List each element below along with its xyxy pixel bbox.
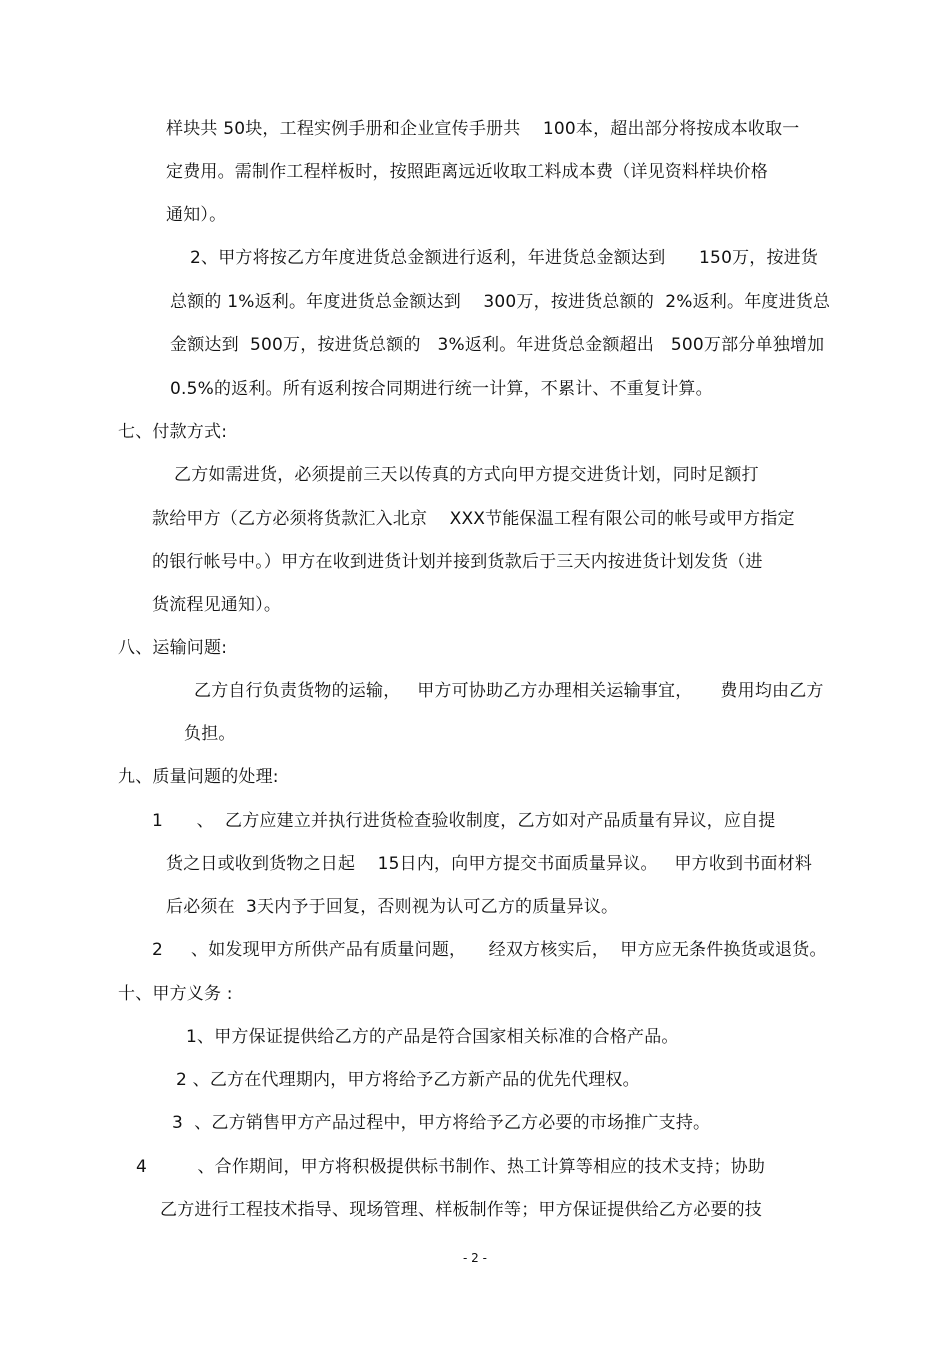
text-line: 货之日或收到货物之日起 15日内，向甲方提交书面质量异议。 甲方收到书面材料 — [166, 854, 813, 874]
text-line: 通知）。 — [166, 205, 227, 225]
text-line: 负担。 — [184, 724, 236, 744]
text-line: 定费用。需制作工程样板时，按照距离远近收取工料成本费（详见资料样块价格 — [166, 162, 768, 182]
text-line: 金额达到 500万，按进货总额的 3%返利。年进货总金额超出 500万部分单独增加 — [170, 335, 825, 355]
section-heading: 九、质量问题的处理: — [118, 767, 279, 787]
section-heading: 十、甲方义务 : — [118, 984, 233, 1004]
text-line: 总额的 1%返利。年度进货总金额达到 300万，按进货总额的 2%返利。年度进货总 — [170, 292, 831, 312]
text-line: 乙方进行工程技术指导、现场管理、样板制作等；甲方保证提供给乙方必要的技 — [160, 1200, 762, 1220]
text-line: 的银行帐号中。）甲方在收到进货计划并接到货款后于三天内按进货计划发货（进 — [152, 552, 763, 572]
page-number: - 2 - — [463, 1251, 487, 1265]
text-line: 货流程见通知）。 — [152, 595, 282, 615]
text-line: 4 、合作期间，甲方将积极提供标书制作、热工计算等相应的技术支持；协助 — [136, 1157, 766, 1177]
text-line: 款给甲方（乙方必须将货款汇入北京 XXX节能保温工程有限公司的帐号或甲方指定 — [152, 509, 795, 529]
text-line: 2、甲方将按乙方年度进货总金额进行返利，年进货总金额达到 150万，按进货 — [190, 248, 819, 268]
text-line: 样块共 50块，工程实例手册和企业宣传手册共 100本，超出部分将按成本收取一 — [166, 119, 800, 139]
section-heading: 七、付款方式: — [118, 422, 228, 442]
text-line: 3 、乙方销售甲方产品过程中，甲方将给予乙方必要的市场推广支持。 — [172, 1113, 711, 1133]
text-line: 后必须在 3天内予于回复，否则视为认可乙方的质量异议。 — [166, 897, 619, 917]
text-line: 1、甲方保证提供给乙方的产品是符合国家相关标准的合格产品。 — [186, 1027, 679, 1047]
text-line: 2 、如发现甲方所供产品有质量问题， 经双方核实后， 甲方应无条件换货或退货。 — [152, 940, 827, 960]
text-line: 2 、乙方在代理期内，甲方将给予乙方新产品的优先代理权。 — [176, 1070, 640, 1090]
text-line: 0.5%的返利。所有返利按合同期进行统一计算，不累计、不重复计算。 — [170, 379, 713, 399]
text-line: 乙方自行负责货物的运输， 甲方可协助乙方办理相关运输事宜， 费用均由乙方 — [194, 681, 824, 701]
text-line: 1 、 乙方应建立并执行进货检查验收制度，乙方如对产品质量有异议，应自提 — [152, 811, 776, 831]
text-line: 乙方如需进货，必须提前三天以传真的方式向甲方提交进货计划，同时足额打 — [174, 465, 759, 485]
section-heading: 八、运输问题: — [118, 638, 228, 658]
